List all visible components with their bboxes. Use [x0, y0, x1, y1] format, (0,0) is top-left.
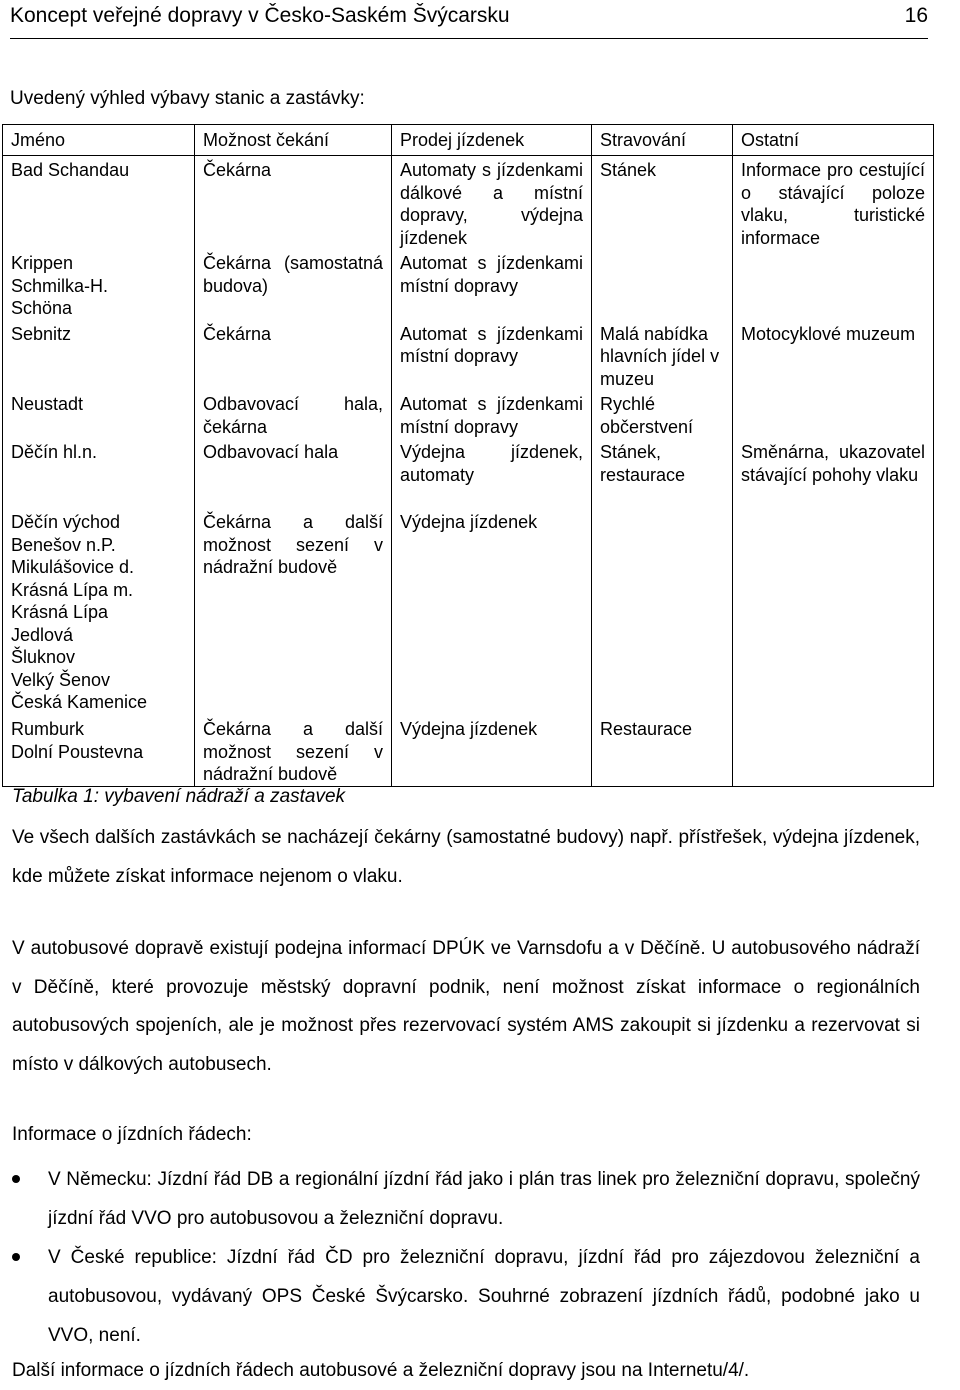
cell-text: Děčín hl.n.: [11, 442, 98, 462]
table-cell-tickets: [392, 249, 592, 320]
cell-text: Výdejna jízdenek: [400, 512, 538, 532]
cell-text: Výdejna jízdenek: [400, 719, 538, 739]
cell-text: Čekárna a další možnost sezení v nádražní budově: [203, 512, 383, 577]
info-heading: Informace o jízdních řádech:: [12, 1124, 252, 1145]
table-cell-name: [3, 715, 195, 786]
cell-text: Bad Schandau: [11, 160, 130, 180]
final-note: Další informace o jízdních řádech autobusové a železniční dopravy jsou na Internetu/4/.: [12, 1360, 750, 1381]
list-item-text: V České republice: Jízdní řád ČD pro železniční dopravu, jízdní řád pro zájezdovou železniční a autobusovou, vydávaný OPS České Švýcarsko. Souhrné zobrazení jízdních řádů, podobné jako u VVO, není.: [48, 1247, 920, 1346]
paragraph: V autobusové dopravě existují podejna informací DPÚK ve Varnsdofu a v Děčíně. U autobusového nádraží v Děčíně, které provozuje městský dopravní podnik, není možnost získat informace o regionálních autobusových spojeních, ale je možnost přes rezervovací systém AMS zakoupit si jízdenku a rezervovat si místo v dálkových autobusech.: [12, 938, 920, 1075]
cell-text: Děčín východ Benešov n.P. Mikulášovice d. Krásná Lípa m. Krásná Lípa Jedlová Šluknov Velký Šenov Česká Kamenice: [11, 512, 148, 712]
document-title: Koncept veřejné dopravy v Česko-Saském Švýcarsku: [10, 4, 510, 27]
table-cell-waiting: [195, 508, 392, 715]
column-header: Ostatní: [733, 125, 934, 156]
cell-text: Odbavovací hala, čekárna: [203, 394, 383, 437]
table-cell-food: [592, 320, 733, 391]
bullet-list: [12, 1160, 920, 1355]
table-cell-food: [592, 156, 733, 250]
cell-text: Čekárna (samostatná budova): [203, 253, 383, 296]
cell-text: Výdejna jízdenek, automaty: [400, 442, 583, 485]
list-item: [12, 1238, 920, 1355]
cell-text: Odbavovací hala: [203, 442, 339, 462]
table-cell-tickets: [392, 390, 592, 438]
table-cell-waiting: [195, 249, 392, 320]
table-cell-name: [3, 320, 195, 391]
paragraph: Ve všech dalších zastávkách se nacházejí čekárny (samostatné budovy) např. přístřešek, výdejna jízdenek, kde můžete získat informace nejenom o vlaku.: [12, 827, 920, 887]
table-row: [3, 438, 934, 508]
table-cell-other: [733, 508, 934, 715]
cell-text: Sebnitz: [11, 323, 72, 344]
table-cell-other: [733, 156, 934, 250]
table-cell-name: [3, 249, 195, 320]
cell-text: Automat s jízdenkami místní dopravy: [400, 253, 583, 296]
table-cell-food: [592, 438, 733, 508]
table-cell-other: [733, 320, 934, 391]
table-cell-name: [3, 390, 195, 438]
list-item: [12, 1160, 920, 1238]
cell-text: Stánek, restaurace: [600, 442, 686, 485]
table-cell-other: [733, 438, 934, 508]
intro-text: Uvedený výhled výbavy stanic a zastávky:: [10, 88, 365, 109]
stations-table: [2, 124, 934, 787]
cell-text: Krippen Schmilka-H. Schöna: [11, 253, 109, 318]
column-header: Možnost čekání: [195, 125, 392, 156]
cell-text: Automat s jízdenkami místní dopravy: [400, 323, 583, 366]
table-row: [3, 156, 934, 250]
table-header-row: [3, 125, 934, 156]
page-number: 16: [904, 4, 928, 27]
column-header: Prodej jízdenek: [392, 125, 592, 156]
table-cell-other: [733, 715, 934, 786]
cell-text: Malá nabídka hlavních jídel v muzeu: [600, 323, 720, 389]
cell-text: Rychlé občerstvení: [600, 394, 694, 437]
table-cell-food: [592, 508, 733, 715]
bullet-icon: [12, 1253, 20, 1261]
table-cell-name: [3, 156, 195, 250]
cell-text: Automaty s jízdenkami dálkové a místní dopravy, výdejna jízdenek: [400, 160, 583, 248]
table-row: [3, 320, 934, 391]
list-item-text: V Německu: Jízdní řád DB a regionální jízdní řád jako i plán tras linek pro železniční dopravu, společný jízdní řád VVO pro autobusovou a železniční dopravu.: [48, 1169, 920, 1229]
table-cell-tickets: [392, 320, 592, 391]
table-cell-waiting: [195, 320, 392, 391]
cell-text: Rumburk Dolní Poustevna: [11, 719, 144, 762]
column-header: Stravování: [592, 125, 733, 156]
cell-text: Čekárna: [203, 323, 272, 344]
table-cell-waiting: [195, 715, 392, 786]
cell-text: Restaurace: [600, 719, 693, 739]
table-row: [3, 390, 934, 438]
cell-text: Čekárna a další možnost sezení v nádražní budově: [203, 719, 383, 784]
table-cell-food: [592, 715, 733, 786]
table-cell-food: [592, 249, 733, 320]
cell-text: Automat s jízdenkami místní dopravy: [400, 394, 583, 437]
table-row: [3, 249, 934, 320]
table-caption: Tabulka 1: vybavení nádraží a zastavek: [12, 786, 346, 807]
table-row: [3, 715, 934, 786]
cell-text: Neustadt: [11, 394, 84, 414]
cell-text: Stánek: [600, 160, 657, 180]
cell-text: Motocyklové muzeum: [741, 323, 916, 344]
table-cell-tickets: [392, 715, 592, 786]
column-header: Jméno: [11, 129, 66, 150]
table-cell-other: [733, 390, 934, 438]
table-cell-tickets: [392, 438, 592, 508]
table-cell-waiting: [195, 438, 392, 508]
table-cell-tickets: [392, 156, 592, 250]
cell-text: Informace pro cestující o stávající poloze vlaku, turistické informace: [741, 160, 925, 248]
table-cell-tickets: [392, 508, 592, 715]
page-header: [10, 4, 928, 39]
bullet-icon: [12, 1175, 20, 1183]
table-cell-other: [733, 249, 934, 320]
cell-text: Směnárna, ukazovatel stávající pohohy vlaku: [741, 442, 925, 485]
cell-text: Čekárna: [203, 160, 272, 180]
table-cell-name: [3, 508, 195, 715]
table-cell-name: [3, 438, 195, 508]
table-row: [3, 508, 934, 715]
table-cell-food: [592, 390, 733, 438]
table-cell-waiting: [195, 156, 392, 250]
table-cell-waiting: [195, 390, 392, 438]
